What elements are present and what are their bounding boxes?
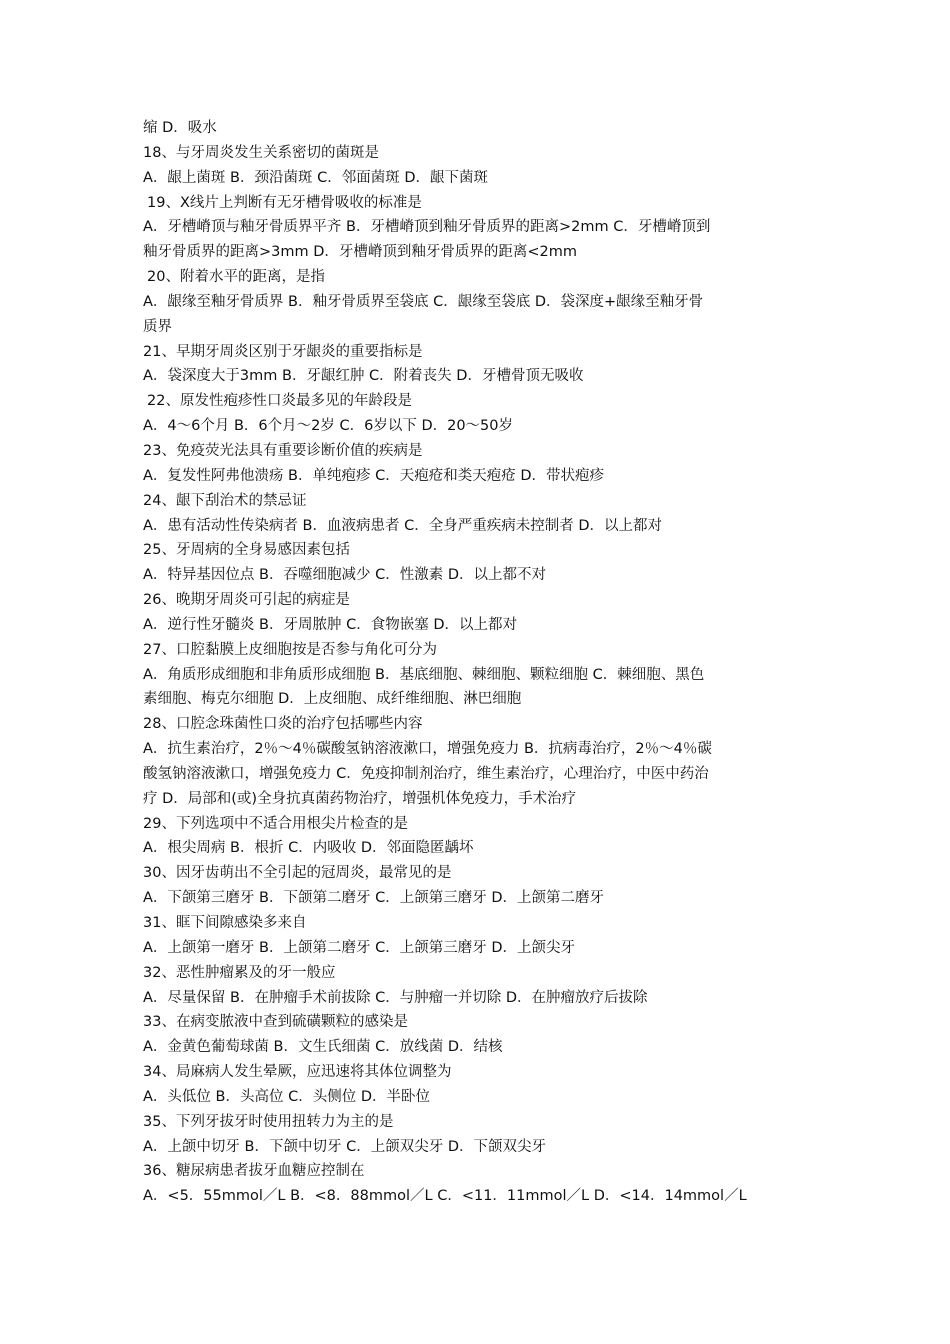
question-33: 33、在病变脓液中查到硫磺颗粒的感染是 xyxy=(143,1014,408,1031)
question-26: 26、晚期牙周炎可引起的病症是 xyxy=(143,592,350,609)
options-18: A．龈上菌斑 B．颈沿菌斑 C．邻面菌斑 D．龈下菌斑 xyxy=(143,169,488,186)
document-body xyxy=(143,116,815,1209)
options-28: A．抗生素治疗，2％～4％碳酸氢钠溶液漱口，增强免疫力 B．抗病毒治疗，2％～4％碳 xyxy=(143,741,712,758)
options-19-cont: 釉牙骨质界的距离>3mm D．牙槽嵴顶到釉牙骨质界的距离<2mm xyxy=(143,244,578,261)
options-29: A．根尖周病 B．根折 C．内吸收 D．邻面隐匿龋坏 xyxy=(143,840,474,857)
options-26: A．逆行性牙髓炎 B．牙周脓肿 C．食物嵌塞 D．以上都对 xyxy=(143,616,517,633)
options-30: A．下颌第三磨牙 B．下颌第二磨牙 C．上颌第三磨牙 D．上颌第二磨牙 xyxy=(143,890,604,907)
options-33: A．金黄色葡萄球菌 B．文生氏细菌 C．放线菌 D．结核 xyxy=(143,1039,503,1056)
options-25: A．特异基因位点 B．吞噬细胞减少 C．性激素 D．以上都不对 xyxy=(143,567,546,584)
options-34: A．头低位 B．头高位 C．头侧位 D．半卧位 xyxy=(143,1088,430,1105)
question-18: 18、与牙周炎发生关系密切的菌斑是 xyxy=(143,144,379,161)
question-23: 23、免疫荧光法具有重要诊断价值的疾病是 xyxy=(143,442,423,459)
options-21: A．袋深度大于3mm B．牙龈红肿 C．附着丧失 D．牙槽骨顶无吸收 xyxy=(143,368,584,385)
question-34: 34、局麻病人发生晕厥，应迅速将其体位调整为 xyxy=(143,1064,452,1081)
question-25: 25、牙周病的全身易感因素包括 xyxy=(143,542,350,559)
options-28-cont2: 疗 D．局部和(或)全身抗真菌药物治疗，增强机体免疫力，手术治疗 xyxy=(143,790,577,807)
options-35: A．上颌中切牙 B．下颌中切牙 C．上颌双尖牙 D．下颌双尖牙 xyxy=(143,1138,546,1155)
text-line: 缩 D．吸水 xyxy=(143,120,217,136)
options-19: A．牙槽嵴顶与釉牙骨质界平齐 B．牙槽嵴顶到釉牙骨质界的距离>2mm C．牙槽嵴顶到 xyxy=(143,219,711,236)
question-27: 27、口腔黏膜上皮细胞按是否参与角化可分为 xyxy=(143,641,437,658)
question-19: 19、X线片上判断有无牙槽骨吸收的标准是 xyxy=(147,194,422,211)
options-23: A．复发性阿弗他溃疡 B．单纯疱疹 C．天疱疮和类天疱疮 D．带状疱疹 xyxy=(143,467,604,484)
options-20-cont: 质界 xyxy=(143,318,172,335)
options-20: A．龈缘至釉牙骨质界 B．釉牙骨质界至袋底 C．龈缘至袋底 D．袋深度+龈缘至釉牙骨 xyxy=(143,293,704,310)
question-20: 20、附着水平的距离，是指 xyxy=(147,269,325,286)
options-27-cont: 素细胞、梅克尔细胞 D．上皮细胞、成纤维细胞、淋巴细胞 xyxy=(143,691,522,708)
options-28-cont: 酸氢钠溶液漱口，增强免疫力 C．免疫抑制剂治疗，维生素治疗，心理治疗，中医中药治 xyxy=(143,765,709,782)
question-22: 22、原发性疱疹性口炎最多见的年龄段是 xyxy=(147,393,412,410)
question-28: 28、口腔念珠菌性口炎的治疗包括哪些内容 xyxy=(143,716,423,733)
question-29: 29、下列选项中不适合用根尖片检查的是 xyxy=(143,815,408,832)
options-36: A．<5．55mmol／L B．<8．88mmol／L C．<11．11mmol／L D．<14．14mmol／L xyxy=(143,1188,747,1205)
question-35: 35、下列牙拔牙时使用扭转力为主的是 xyxy=(143,1113,394,1130)
options-22: A．4～6个月 B．6个月～2岁 C．6岁以下 D．20～50岁 xyxy=(143,418,514,435)
options-32: A．尽量保留 B．在肿瘤手术前拔除 C．与肿瘤一并切除 D．在肿瘤放疗后拔除 xyxy=(143,989,648,1006)
question-36: 36、糖尿病患者拔牙血糖应控制在 xyxy=(143,1163,365,1180)
question-21: 21、早期牙周炎区别于牙龈炎的重要指标是 xyxy=(143,343,423,360)
question-24: 24、龈下刮治术的禁忌证 xyxy=(143,492,307,509)
question-31: 31、眶下间隙感染多来自 xyxy=(143,915,307,931)
question-30: 30、因牙齿萌出不全引起的冠周炎，最常见的是 xyxy=(143,865,452,882)
question-32: 32、恶性肿瘤累及的牙一般应 xyxy=(143,964,336,981)
options-27: A．角质形成细胞和非角质形成细胞 B．基底细胞、棘细胞、颗粒细胞 C．棘细胞、黑色 xyxy=(143,666,705,683)
options-31: A．上颌第一磨牙 B．上颌第二磨牙 C．上颌第三磨牙 D．上颌尖牙 xyxy=(143,939,575,956)
options-24: A．患有活动性传染病者 B．血液病患者 C．全身严重疾病未控制者 D．以上都对 xyxy=(143,517,662,534)
